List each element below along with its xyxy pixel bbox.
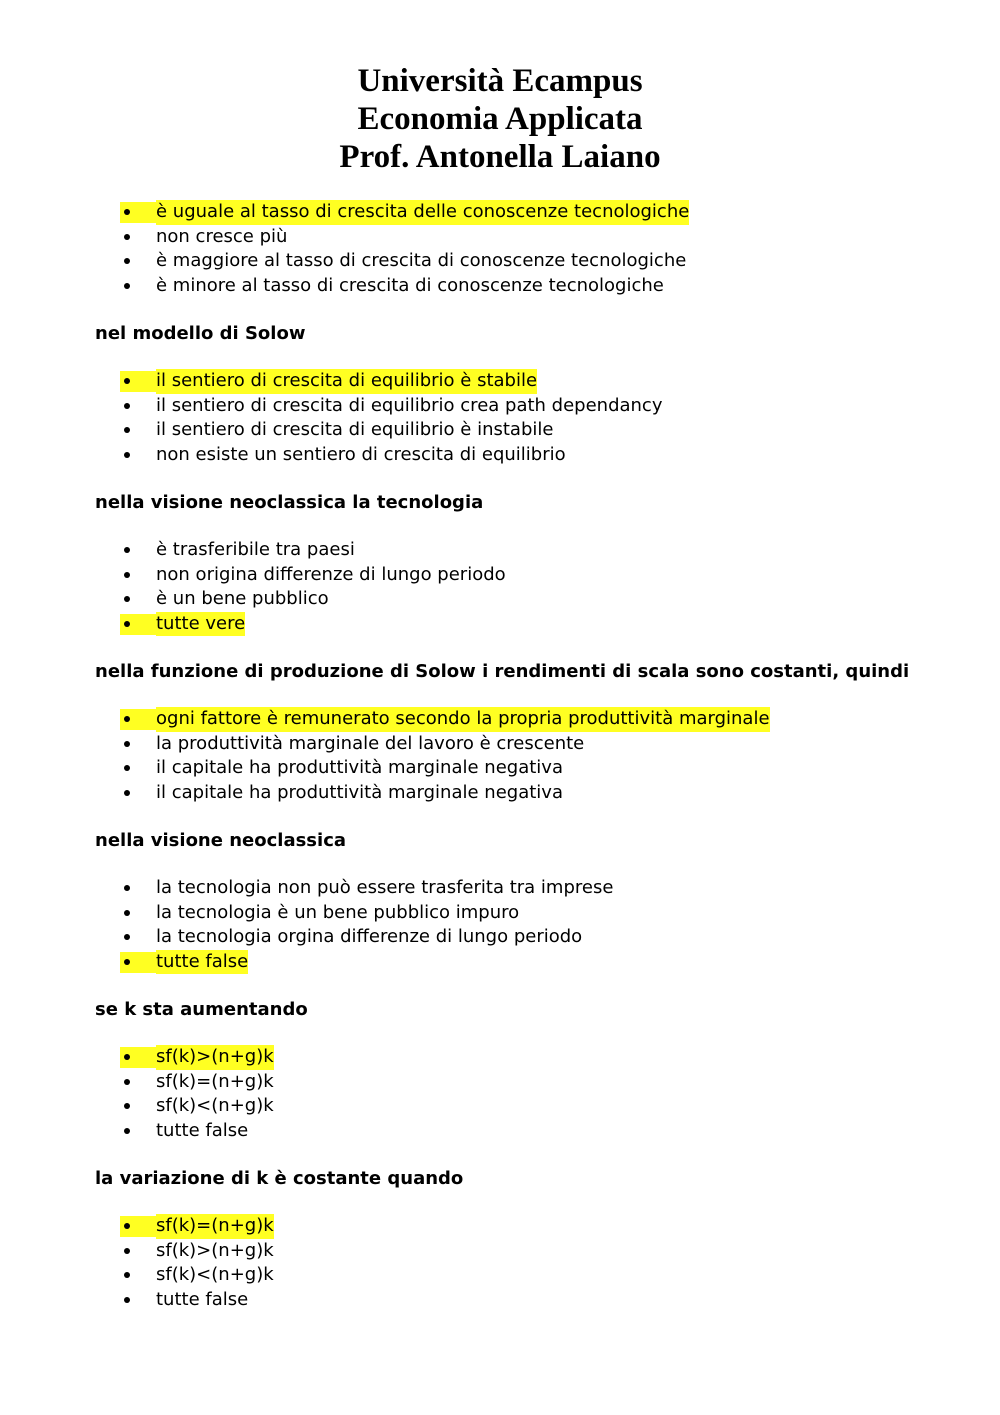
answer-option-correct <box>95 200 975 225</box>
bullet-icon <box>124 621 130 627</box>
answer-option <box>95 732 975 757</box>
answer-option <box>95 1239 975 1264</box>
bullet-icon <box>124 452 130 458</box>
answer-list <box>95 369 975 467</box>
answer-text: il sentiero di crescita di equilibrio crea path dependancy <box>156 394 663 416</box>
answer-option <box>95 538 975 563</box>
bullet-icon <box>124 790 130 796</box>
answer-text: la produttività marginale del lavoro è crescente <box>156 732 585 754</box>
university-title: Università Ecampus <box>357 63 643 99</box>
answer-option <box>95 1288 975 1313</box>
answer-text: sf(k)>(n+g)k <box>156 1045 274 1070</box>
answer-text: la tecnologia non può essere trasferita tra imprese <box>156 877 614 898</box>
answer-list <box>95 1214 975 1312</box>
answer-text: la tecnologia orgina differenze di lungo periodo <box>156 926 583 947</box>
bullet-icon <box>124 1248 130 1254</box>
answer-text: sf(k)<(n+g)k <box>156 1264 274 1285</box>
question-block <box>95 829 975 974</box>
answer-option-correct <box>95 612 975 637</box>
answer-text: sf(k)=(n+g)k <box>156 1070 274 1092</box>
answer-text: sf(k)=(n+g)k <box>156 1214 274 1239</box>
question-title: la variazione di k è costante quando <box>95 1168 464 1189</box>
answer-option <box>95 925 975 950</box>
question-title: nel modello di Solow <box>95 323 306 344</box>
answer-option <box>95 443 975 468</box>
course-title: Economia Applicata <box>357 101 643 137</box>
answer-option <box>95 587 975 612</box>
answer-option <box>95 1094 975 1119</box>
bullet-icon <box>124 209 130 215</box>
answer-list <box>95 876 975 974</box>
answer-option <box>95 274 975 299</box>
answer-option <box>95 1263 975 1288</box>
bullet-icon <box>124 258 130 264</box>
bullet-icon <box>124 1223 130 1229</box>
answer-text: non origina differenze di lungo periodo <box>156 563 506 585</box>
answer-option <box>95 876 975 901</box>
answer-option-correct <box>95 950 975 975</box>
answer-text: sf(k)<(n+g)k <box>156 1095 274 1116</box>
question-block <box>95 200 975 298</box>
answer-option <box>95 1070 975 1095</box>
answer-option <box>95 249 975 274</box>
answer-list <box>95 200 975 298</box>
bullet-icon <box>124 1054 130 1060</box>
answer-option <box>95 418 975 443</box>
answer-text: il capitale ha produttività marginale negativa <box>156 781 563 803</box>
answer-option <box>95 901 975 926</box>
answer-option-correct <box>95 1214 975 1239</box>
answer-text: è un bene pubblico <box>156 588 329 609</box>
bullet-icon <box>124 1079 130 1085</box>
answer-list <box>95 707 975 805</box>
bullet-icon <box>124 765 130 771</box>
answer-option-correct <box>95 707 975 732</box>
answer-option-correct <box>95 1045 975 1070</box>
bullet-icon <box>124 910 130 916</box>
question-title: nella funzione di produzione di Solow i rendimenti di scala sono costanti, quindi <box>95 661 910 682</box>
bullet-icon <box>124 1128 130 1134</box>
answer-list <box>95 1045 975 1143</box>
answer-text: non esiste un sentiero di crescita di equilibrio <box>156 443 566 465</box>
answer-text: tutte false <box>156 950 248 975</box>
bullet-icon <box>124 403 130 409</box>
bullet-icon <box>124 885 130 891</box>
answer-text: sf(k)>(n+g)k <box>156 1239 274 1261</box>
bullet-icon <box>124 934 130 940</box>
answer-option <box>95 225 975 250</box>
answer-text: il sentiero di crescita di equilibrio è stabile <box>156 369 537 394</box>
answer-text: tutte false <box>156 1119 249 1141</box>
answer-text: il capitale ha produttività marginale negativa <box>156 757 563 778</box>
bullet-icon <box>124 1103 130 1109</box>
bullet-icon <box>124 378 130 384</box>
professor-name: Prof. Antonella Laiano <box>339 139 661 175</box>
answer-option <box>95 1119 975 1144</box>
question-title: nella visione neoclassica la tecnologia <box>95 492 484 513</box>
answer-text: è maggiore al tasso di crescita di conoscenze tecnologiche <box>156 250 687 271</box>
question-title: nella visione neoclassica <box>95 830 347 851</box>
bullet-icon <box>124 547 130 553</box>
answer-option-correct <box>95 369 975 394</box>
answer-text: ogni fattore è remunerato secondo la propria produttività marginale <box>156 707 770 732</box>
document-header <box>0 62 1000 176</box>
bullet-icon <box>124 427 130 433</box>
bullet-icon <box>124 283 130 289</box>
answer-option <box>95 563 975 588</box>
bullet-icon <box>124 1272 130 1278</box>
bullet-icon <box>124 1297 130 1303</box>
question-block <box>95 998 975 1143</box>
answer-text: è uguale al tasso di crescita delle conoscenze tecnologiche <box>156 200 689 225</box>
bullet-icon <box>124 716 130 722</box>
answer-text: tutte false <box>156 1288 249 1310</box>
answer-option <box>95 394 975 419</box>
question-block <box>95 1167 975 1312</box>
answer-text: tutte vere <box>156 612 245 637</box>
bullet-icon <box>124 959 130 965</box>
question-block <box>95 660 975 805</box>
answer-text: è trasferibile tra paesi <box>156 539 355 560</box>
question-block <box>95 322 975 467</box>
bullet-icon <box>124 741 130 747</box>
bullet-icon <box>124 596 130 602</box>
answer-text: non cresce più <box>156 225 288 247</box>
question-block <box>95 491 975 636</box>
bullet-icon <box>124 234 130 240</box>
answer-list <box>95 538 975 636</box>
answer-text: la tecnologia è un bene pubblico impuro <box>156 901 520 923</box>
question-title: se k sta aumentando <box>95 999 308 1020</box>
answer-option <box>95 756 975 781</box>
bullet-icon <box>124 572 130 578</box>
quiz-content <box>95 200 975 1336</box>
answer-text: il sentiero di crescita di equilibrio è instabile <box>156 419 554 440</box>
answer-text: è minore al tasso di crescita di conoscenze tecnologiche <box>156 274 664 296</box>
answer-option <box>95 781 975 806</box>
